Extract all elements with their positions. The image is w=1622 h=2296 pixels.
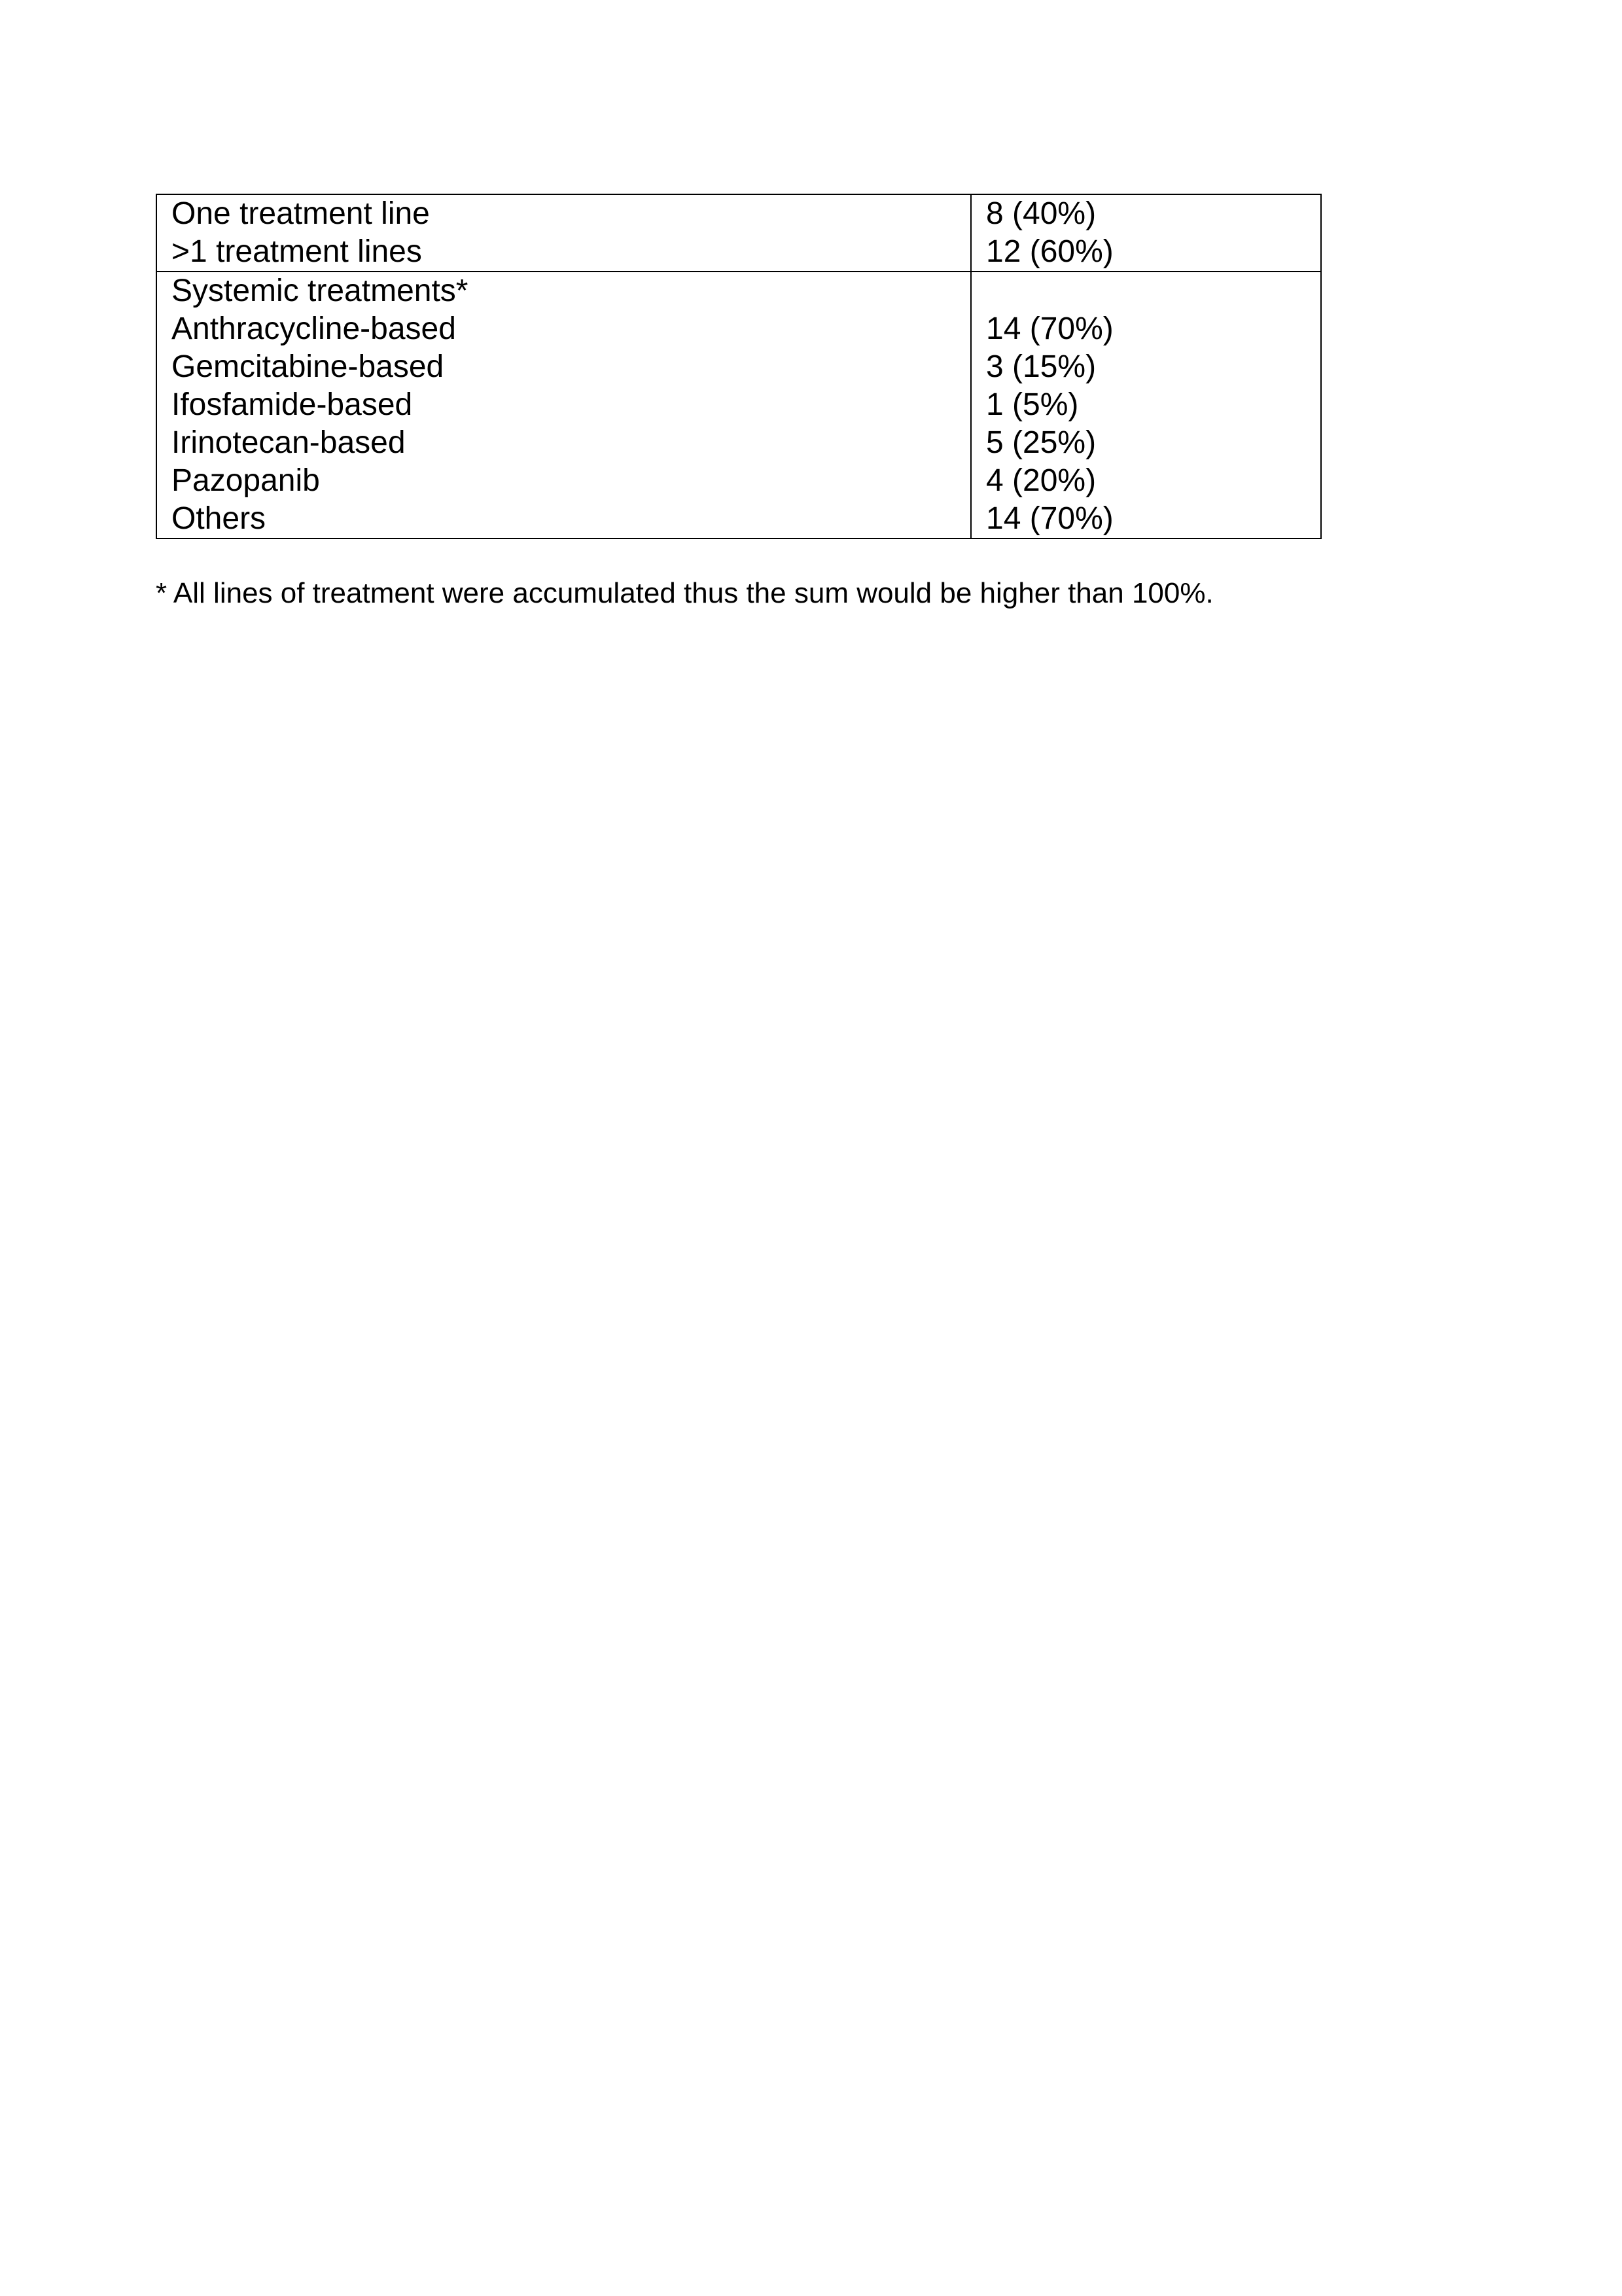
value-cell <box>971 194 1321 272</box>
value-more-than-one-treatment-lines: 12 (60%) <box>986 234 1114 269</box>
value-systemic-treatments <box>986 272 1320 310</box>
value-pazopanib: 4 (20%) <box>986 463 1097 498</box>
row-label-more-than-one-treatment-lines: >1 treatment lines <box>171 234 422 269</box>
value-ifosfamide: 1 (5%) <box>986 387 1079 422</box>
row-label-anthracycline: Anthracycline-based <box>171 311 456 346</box>
value-others: 14 (70%) <box>986 501 1114 536</box>
table-footnote: * All lines of treatment were accumulated thus the sum would be higher than 100%. <box>156 577 1214 609</box>
row-label-one-treatment-line: One treatment line <box>171 196 430 231</box>
label-cell <box>156 272 971 539</box>
row-label-ifosfamide: Ifosfamide-based <box>171 387 413 422</box>
value-anthracycline: 14 (70%) <box>986 311 1114 346</box>
value-gemcitabine: 3 (15%) <box>986 349 1097 384</box>
label-cell <box>156 194 971 272</box>
treatment-table-container <box>156 194 1320 539</box>
table-row <box>156 272 1321 539</box>
treatment-lines-table <box>156 194 1322 539</box>
value-irinotecan: 5 (25%) <box>986 425 1097 460</box>
row-label-others: Others <box>171 501 266 536</box>
row-label-gemcitabine: Gemcitabine-based <box>171 349 444 384</box>
row-label-pazopanib: Pazopanib <box>171 463 320 498</box>
table-row <box>156 194 1321 272</box>
value-one-treatment-line: 8 (40%) <box>986 196 1097 231</box>
row-label-irinotecan: Irinotecan-based <box>171 425 406 460</box>
row-label-systemic-treatments: Systemic treatments* <box>171 274 468 308</box>
value-cell <box>971 272 1321 539</box>
